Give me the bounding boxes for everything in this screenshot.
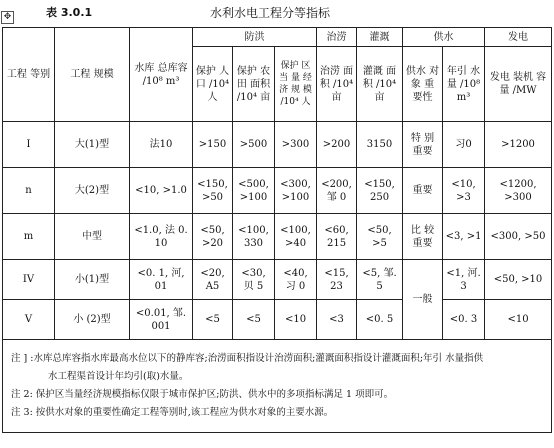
note-2: 注 2: 保护区当量经济规模指标仅限于城市保护区;防洪、供水中的多项指标满足 1 项即可。 bbox=[11, 389, 394, 400]
cell-econ: <300, >100 bbox=[275, 168, 317, 214]
table-number: 表 3.0.1 bbox=[46, 6, 93, 19]
cell-pop: <20, A5 bbox=[193, 260, 233, 300]
cell-waterlog: <200, 邹 0 bbox=[317, 168, 357, 214]
header-waterlog-area: 治涝 面积 /10⁴ 亩 bbox=[317, 47, 357, 122]
cell-annual: <1, 河. 3 bbox=[443, 260, 485, 300]
note-3: 注 3: 按供水对象的重要性确定工程等别时,该工程应为供水对象的主要水源。 bbox=[11, 407, 334, 418]
header-power-capacity: 发电 装机 容量 /MW bbox=[485, 47, 552, 122]
cell-irrig: 3150 bbox=[357, 122, 403, 168]
cell-farm: >500 bbox=[233, 122, 275, 168]
cell-importance: 特 别 重要 bbox=[403, 122, 443, 168]
cell-grade: m bbox=[3, 214, 55, 260]
cell-annual: 习0 bbox=[443, 122, 485, 168]
cell-power: <300, >50 bbox=[485, 214, 552, 260]
group-waterlog: 治涝 bbox=[317, 28, 357, 47]
cell-pop: >150 bbox=[193, 122, 233, 168]
cell-capacity: 法10 bbox=[130, 122, 193, 168]
cell-annual: <0. 3 bbox=[443, 300, 485, 340]
cell-farm: <30, 贝 5 bbox=[233, 260, 275, 300]
cell-waterlog: <60, 215 bbox=[317, 214, 357, 260]
cell-farm: <500, >100 bbox=[233, 168, 275, 214]
cell-pop: <150, >50 bbox=[193, 168, 233, 214]
cell-capacity: <10, >1.0 bbox=[130, 168, 193, 214]
cell-grade: IV bbox=[3, 260, 55, 300]
cell-econ: >300 bbox=[275, 122, 317, 168]
cell-power: <50, >10 bbox=[485, 260, 552, 300]
header-irrig-area: 灌溉 面积 /10⁴ 亩 bbox=[357, 47, 403, 122]
cell-waterlog: >200 bbox=[317, 122, 357, 168]
cell-capacity: <0.01, 邹. 001 bbox=[130, 300, 193, 340]
cell-power: <1200, >300 bbox=[485, 168, 552, 214]
header-supply-importance: 供水 对象 重 要性 bbox=[403, 47, 443, 122]
header-capacity: 水库 总库容 /10⁸ m³ bbox=[130, 28, 193, 122]
cell-irrig: <50, >5 bbox=[357, 214, 403, 260]
cell-annual: <3, >1 bbox=[443, 214, 485, 260]
cell-irrig: <150, 250 bbox=[357, 168, 403, 214]
cell-importance: 一般 bbox=[403, 260, 443, 340]
cell-scale: 中型 bbox=[55, 214, 130, 260]
cell-scale: 大(1)型 bbox=[55, 122, 130, 168]
table-row bbox=[3, 300, 552, 340]
cell-pop: <5 bbox=[193, 300, 233, 340]
cell-waterlog: <15, 23 bbox=[317, 260, 357, 300]
group-supply: 供水 bbox=[403, 28, 485, 47]
note-1-continued: 水工程渠首设计年均引(取)水量。 bbox=[48, 371, 189, 382]
cell-scale: 小 (2)型 bbox=[55, 300, 130, 340]
cell-farm: <100, 330 bbox=[233, 214, 275, 260]
cell-scale: 大(2)型 bbox=[55, 168, 130, 214]
cell-grade: V bbox=[3, 300, 55, 340]
table-title: 水利水电工程分等指标 bbox=[210, 6, 331, 20]
note-1: 注 ] :水库总库容指水库最高水位以下的静库容;治涝面积指设计治涝面积;灌溉面积指设计灌溉面积;年引 水量指供 bbox=[11, 353, 484, 364]
grading-table bbox=[2, 27, 552, 433]
cell-importance: 比 较 重要 bbox=[403, 214, 443, 260]
cell-pop: <50, >20 bbox=[193, 214, 233, 260]
table-notes bbox=[3, 340, 552, 433]
cell-waterlog: <3 bbox=[317, 300, 357, 340]
cell-annual: <10, >3 bbox=[443, 168, 485, 214]
table-move-handle-icon[interactable]: ✥ bbox=[1, 11, 14, 24]
cell-capacity: <0. 1, 河, 01 bbox=[130, 260, 193, 300]
cell-irrig: <0. 5 bbox=[357, 300, 403, 340]
cell-importance: 重要 bbox=[403, 168, 443, 214]
cell-irrig: <5, 邹. 5 bbox=[357, 260, 403, 300]
header-flood-econ: 保护 区当 量 经 济 规 模 /10⁴ 人 bbox=[275, 47, 317, 122]
header-supply-annual: 年引 水量 /10⁸ m³ bbox=[443, 47, 485, 122]
group-power: 发电 bbox=[485, 28, 552, 47]
cell-farm: <5 bbox=[233, 300, 275, 340]
header-grade: 工程 等别 bbox=[3, 28, 55, 122]
cell-power: >1200 bbox=[485, 122, 552, 168]
table-row bbox=[3, 122, 552, 168]
cell-power: <10 bbox=[485, 300, 552, 340]
cell-econ: <10 bbox=[275, 300, 317, 340]
cell-econ: <40, 习 0 bbox=[275, 260, 317, 300]
table-row bbox=[3, 168, 552, 214]
header-flood-farm: 保护 农田 面积 /10⁴ 亩 bbox=[233, 47, 275, 122]
cell-econ: <100, >40 bbox=[275, 214, 317, 260]
cell-scale: 小(1)型 bbox=[55, 260, 130, 300]
cell-grade: I bbox=[3, 122, 55, 168]
table-row bbox=[3, 260, 552, 300]
group-flood: 防洪 bbox=[193, 28, 317, 47]
header-scale: 工程 规模 bbox=[55, 28, 130, 122]
header-flood-pop: 保护 人口 /10⁴ 人 bbox=[193, 47, 233, 122]
cell-capacity: <1.0, 法 0. 10 bbox=[130, 214, 193, 260]
cell-grade: n bbox=[3, 168, 55, 214]
group-irrigation: 灌溉 bbox=[357, 28, 403, 47]
table-row bbox=[3, 214, 552, 260]
